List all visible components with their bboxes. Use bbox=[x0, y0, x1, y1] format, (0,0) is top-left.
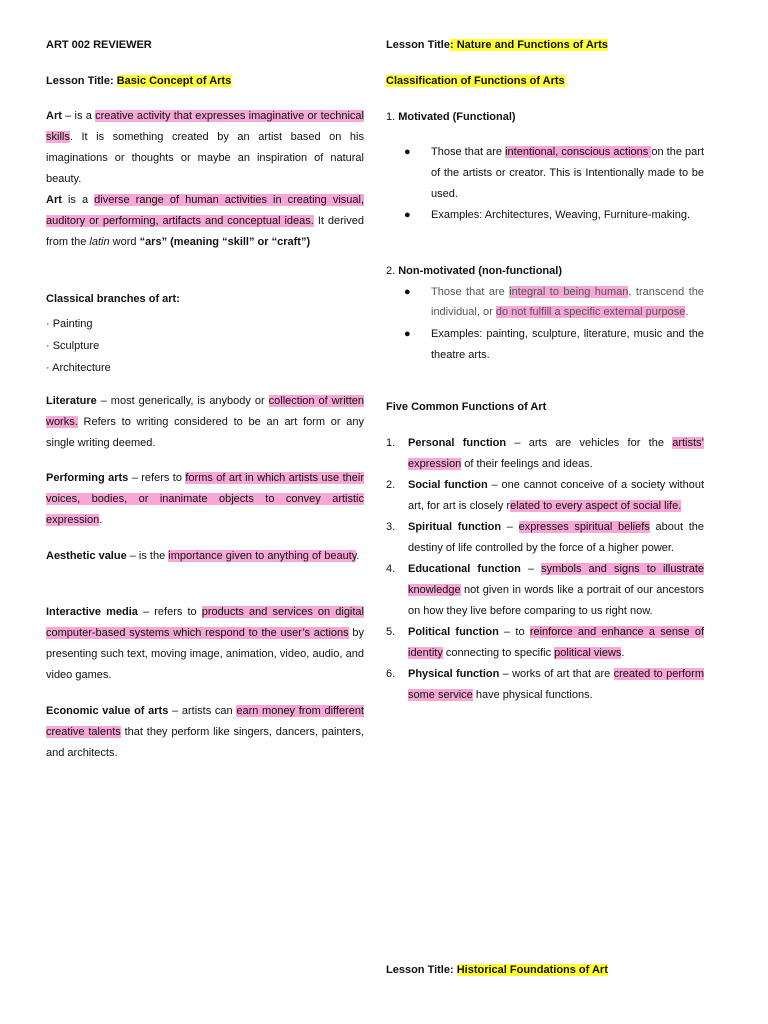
lesson-title-text: Basic Concept of Arts bbox=[116, 75, 232, 87]
highlight: reinforce and enhance a sense of identity bbox=[408, 626, 704, 659]
interactive-media-definition bbox=[46, 602, 364, 686]
text: that they perform like singers, dancers, painters, and architects. bbox=[46, 726, 364, 759]
text: – arts are vehicles for the bbox=[506, 437, 673, 449]
text: about the destiny of life controlled by the force of a higher power. bbox=[408, 521, 704, 554]
highlight: creative activity that expresses imaginative or technical skills bbox=[46, 110, 364, 143]
highlight: political views bbox=[554, 647, 622, 659]
lesson-title-text: : Nature and Functions of Arts bbox=[449, 39, 608, 51]
term: Economic value of arts bbox=[46, 705, 169, 717]
aesthetic-value-definition bbox=[46, 546, 364, 567]
highlight: elated to every aspect of social life. bbox=[510, 500, 682, 512]
function-item bbox=[386, 664, 704, 706]
motivated-heading bbox=[386, 111, 704, 123]
number: 4. bbox=[386, 563, 396, 575]
heading-text: Motivated (Functional) bbox=[398, 111, 516, 123]
art-definition-1 bbox=[46, 106, 364, 190]
classification-title bbox=[386, 75, 704, 87]
highlight: Classification of Functions of Arts bbox=[386, 75, 565, 87]
branches-title: Classical branches of art: bbox=[46, 293, 180, 305]
ars-quote: “ars” (meaning “skill” or “craft”) bbox=[139, 236, 311, 248]
term: Art bbox=[46, 110, 62, 122]
text: – to bbox=[498, 626, 530, 638]
text: It derived from the bbox=[46, 215, 364, 248]
heading-text: Non-motivated (non-functional) bbox=[398, 265, 562, 277]
highlight: integral to being human bbox=[509, 286, 629, 298]
text: – one cannot conceive of a society without art, for art is closely r bbox=[408, 479, 704, 512]
number: 2. bbox=[386, 479, 396, 491]
term: Aesthetic value bbox=[46, 550, 127, 562]
text: – works of art that are bbox=[499, 668, 614, 680]
bullet-icon: ● bbox=[404, 286, 411, 298]
bullet-item bbox=[386, 324, 704, 366]
text: not given in words like a portrait of our ancestors on how they live before comparing to us right now. bbox=[408, 584, 704, 617]
text: Those that are bbox=[431, 286, 510, 298]
text: of their feelings and ideas. bbox=[461, 458, 593, 470]
latin-word: latin bbox=[89, 236, 110, 248]
number: 3. bbox=[386, 521, 396, 533]
text: – bbox=[520, 563, 542, 575]
economic-value-definition bbox=[46, 701, 364, 764]
lesson-title-2 bbox=[386, 39, 704, 51]
highlight: collection of written works. bbox=[46, 395, 365, 428]
term: Political function bbox=[408, 626, 499, 638]
text: – refers to bbox=[137, 606, 202, 618]
number: 1. bbox=[386, 437, 396, 449]
highlight: diverse range of human activities in creating visual, auditory or performing, artifacts and conceptual ideas. bbox=[46, 194, 364, 227]
lesson-title-prefix: Lesson Title: bbox=[386, 964, 457, 976]
text: Examples: painting, sculpture, literature, music and the theatre arts. bbox=[431, 328, 704, 361]
text: , transcend the individual, or bbox=[431, 286, 704, 318]
term: Interactive media bbox=[46, 606, 138, 618]
branch-item: · Sculpture bbox=[46, 340, 100, 352]
text: have physical functions. bbox=[472, 689, 593, 701]
highlight: importance given to anything of beauty bbox=[168, 550, 357, 562]
branches-list bbox=[46, 313, 364, 379]
nonmotivated-heading bbox=[386, 265, 704, 277]
text: . bbox=[685, 305, 689, 318]
highlight: created to perform some service bbox=[408, 668, 704, 701]
text: – is the bbox=[126, 550, 169, 562]
bullet-item bbox=[386, 205, 704, 226]
text: by presenting such text, moving image, animation, video, audio, and video games. bbox=[46, 627, 364, 681]
functions-list bbox=[386, 433, 704, 706]
bullet-icon: ● bbox=[404, 209, 411, 221]
branch-item: · Painting bbox=[46, 318, 93, 330]
term: Performing arts bbox=[46, 472, 129, 484]
five-functions-title: Five Common Functions of Art bbox=[386, 401, 547, 413]
text: word bbox=[109, 236, 140, 248]
text: . It is something created by an artist based on his imaginations or thoughts or maybe an inspiration of natural beauty. bbox=[46, 131, 364, 185]
number: 1. bbox=[386, 111, 399, 123]
literature-definition bbox=[46, 391, 364, 454]
text: . bbox=[621, 647, 625, 659]
text: . bbox=[99, 514, 103, 526]
term: Educational function bbox=[408, 563, 521, 575]
document-title: ART 002 REVIEWER bbox=[46, 39, 152, 51]
term: Physical function bbox=[408, 668, 500, 680]
text: Examples: Architectures, Weaving, Furniture-making. bbox=[431, 209, 691, 221]
text: connecting to specific bbox=[442, 647, 555, 659]
bullet-item bbox=[386, 283, 704, 322]
function-item bbox=[386, 433, 704, 475]
text: – bbox=[501, 521, 519, 533]
function-item bbox=[386, 475, 704, 517]
highlight: earn money from different creative talents bbox=[46, 705, 364, 738]
nonmotivated-bullets bbox=[386, 283, 704, 366]
term: Social function bbox=[408, 479, 488, 491]
highlight: intentional, conscious actions bbox=[505, 146, 652, 158]
lesson-title-prefix: Lesson Title: bbox=[46, 75, 117, 87]
text: is a bbox=[61, 194, 95, 206]
lesson-title-text: Historical Foundations of Art bbox=[456, 964, 608, 976]
highlight: symbols and signs to illustrate knowledge bbox=[408, 563, 705, 596]
bullet-icon: ● bbox=[404, 146, 411, 158]
branch-item: · Architecture bbox=[46, 362, 111, 374]
motivated-bullets bbox=[386, 142, 704, 226]
function-item bbox=[386, 517, 704, 559]
bullet-item bbox=[386, 142, 704, 205]
number: 5. bbox=[386, 626, 396, 638]
text: Refers to writing considered to be an art form or any single writing deemed. bbox=[46, 416, 364, 449]
text: – artists can bbox=[168, 705, 237, 717]
number: 6. bbox=[386, 668, 396, 680]
lesson-title-prefix: Lesson Title bbox=[386, 39, 450, 51]
highlight: forms of art in which artists use their voices, bodies, or inanimate objects to convey artistic expression bbox=[46, 472, 364, 526]
lesson-title-1 bbox=[46, 75, 364, 87]
performing-arts-definition bbox=[46, 468, 364, 531]
text: . bbox=[356, 550, 360, 562]
bullet-icon: ● bbox=[404, 328, 411, 340]
number: 2. bbox=[386, 265, 399, 277]
function-item bbox=[386, 622, 704, 664]
art-definition-2 bbox=[46, 190, 364, 253]
text: on the part of the artists or creator. This is Intentionally made to be used. bbox=[431, 146, 704, 200]
highlight: expresses spiritual beliefs bbox=[518, 521, 650, 533]
term: Art bbox=[46, 194, 62, 206]
highlight: artists’ expression bbox=[408, 437, 704, 470]
highlight: products and services on digital computer-based systems which respond to the user’s actions bbox=[46, 606, 364, 639]
text: – refers to bbox=[128, 472, 186, 484]
text: Those that are bbox=[431, 146, 506, 158]
text: – is a bbox=[61, 110, 96, 122]
term: Personal function bbox=[408, 437, 507, 449]
function-item bbox=[386, 559, 704, 622]
highlight: do not fulfill a specific external purpose bbox=[495, 305, 686, 318]
term: Literature bbox=[46, 395, 97, 407]
text: – most generically, is anybody or bbox=[96, 395, 269, 407]
term: Spiritual function bbox=[408, 521, 502, 533]
lesson-title-3 bbox=[386, 964, 704, 976]
